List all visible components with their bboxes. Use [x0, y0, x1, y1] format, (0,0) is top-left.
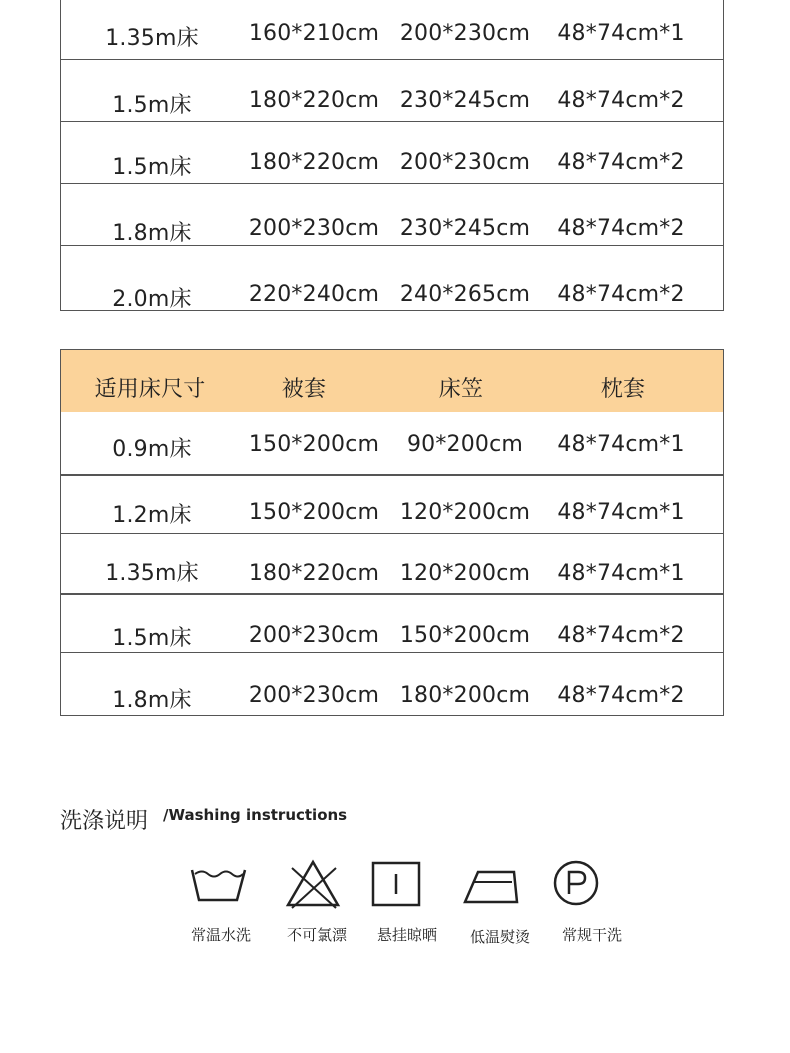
pillowcase-size-cell: 48*74cm*2	[557, 150, 685, 175]
table-row	[61, 183, 723, 245]
pillowcase-size-cell: 48*74cm*1	[557, 561, 685, 586]
table-row	[61, 533, 723, 593]
symbol-label: 不可氯漂	[286, 926, 348, 944]
low-iron-icon	[462, 858, 522, 910]
bed-size-cell: 2.0m床	[112, 287, 192, 312]
sheet-size-cell: 240*265cm	[399, 282, 531, 307]
bed-size-cell: 1.35m床	[105, 561, 199, 586]
bed-size-cell: 0.9m床	[112, 437, 192, 462]
bed-size-cell: 1.8m床	[112, 688, 192, 713]
table-header	[61, 349, 723, 412]
wash-basin-icon	[189, 858, 249, 910]
sheet-size-cell: 90*200cm	[406, 432, 524, 457]
dry-clean-p-icon	[551, 858, 611, 910]
washing-title: 洗涤说明	[60, 809, 149, 834]
table-row	[61, 652, 723, 715]
bed-size-cell: 1.5m床	[112, 626, 192, 651]
duvet-size-cell: 220*240cm	[248, 282, 380, 307]
table-row	[61, 245, 723, 310]
duvet-size-cell: 200*230cm	[248, 216, 380, 241]
header-fitted-sheet: 床笠	[438, 377, 484, 402]
duvet-size-cell: 200*230cm	[248, 683, 380, 708]
table-row	[61, 474, 723, 533]
duvet-size-cell: 180*220cm	[248, 150, 380, 175]
sheet-size-cell: 230*245cm	[399, 216, 531, 241]
table-row	[61, 121, 723, 183]
bed-size-cell: 1.5m床	[112, 155, 192, 180]
duvet-size-cell: 180*220cm	[248, 88, 380, 113]
sheet-size-cell: 120*200cm	[399, 500, 531, 525]
bed-size-cell: 1.2m床	[112, 503, 192, 528]
header-pillowcase: 枕套	[600, 377, 646, 402]
no-bleach-icon	[284, 858, 344, 910]
table-row	[61, 0, 723, 59]
hang-dry-icon	[369, 858, 429, 910]
duvet-size-cell: 150*200cm	[248, 432, 380, 457]
sheet-size-cell: 120*200cm	[399, 561, 531, 586]
sheet-size-cell: 180*200cm	[399, 683, 531, 708]
pillowcase-size-cell: 48*74cm*2	[557, 282, 685, 307]
header-duvet: 被套	[281, 377, 327, 402]
pillowcase-size-cell: 48*74cm*2	[557, 623, 685, 648]
pillowcase-size-cell: 48*74cm*1	[557, 432, 685, 457]
table-row	[61, 412, 723, 474]
symbol-label: 悬挂晾晒	[376, 926, 438, 944]
sheet-size-cell: 200*230cm	[399, 21, 531, 46]
pillowcase-size-cell: 48*74cm*2	[557, 683, 685, 708]
bed-size-cell: 1.8m床	[112, 221, 192, 246]
sheet-size-cell: 200*230cm	[399, 150, 531, 175]
size-table-1	[60, 0, 724, 311]
duvet-size-cell: 160*210cm	[248, 21, 380, 46]
sheet-size-cell: 230*245cm	[399, 88, 531, 113]
sheet-size-cell: 150*200cm	[399, 623, 531, 648]
duvet-size-cell: 180*220cm	[248, 561, 380, 586]
pillowcase-size-cell: 48*74cm*1	[557, 500, 685, 525]
symbol-label: 常规干洗	[561, 926, 623, 944]
washing-subtitle: /Washing instructions	[163, 806, 348, 824]
pillowcase-size-cell: 48*74cm*1	[557, 21, 685, 46]
pillowcase-size-cell: 48*74cm*2	[557, 88, 685, 113]
bed-size-cell: 1.35m床	[105, 26, 199, 51]
bed-size-cell: 1.5m床	[112, 93, 192, 118]
symbol-label: 常温水洗	[190, 926, 252, 944]
table-row	[61, 59, 723, 121]
table-row	[61, 593, 723, 652]
duvet-size-cell: 150*200cm	[248, 500, 380, 525]
size-table-2	[60, 349, 724, 716]
symbol-label: 低温熨烫	[469, 928, 531, 946]
duvet-size-cell: 200*230cm	[248, 623, 380, 648]
header-bed-size: 适用床尺寸	[94, 377, 206, 402]
pillowcase-size-cell: 48*74cm*2	[557, 216, 685, 241]
